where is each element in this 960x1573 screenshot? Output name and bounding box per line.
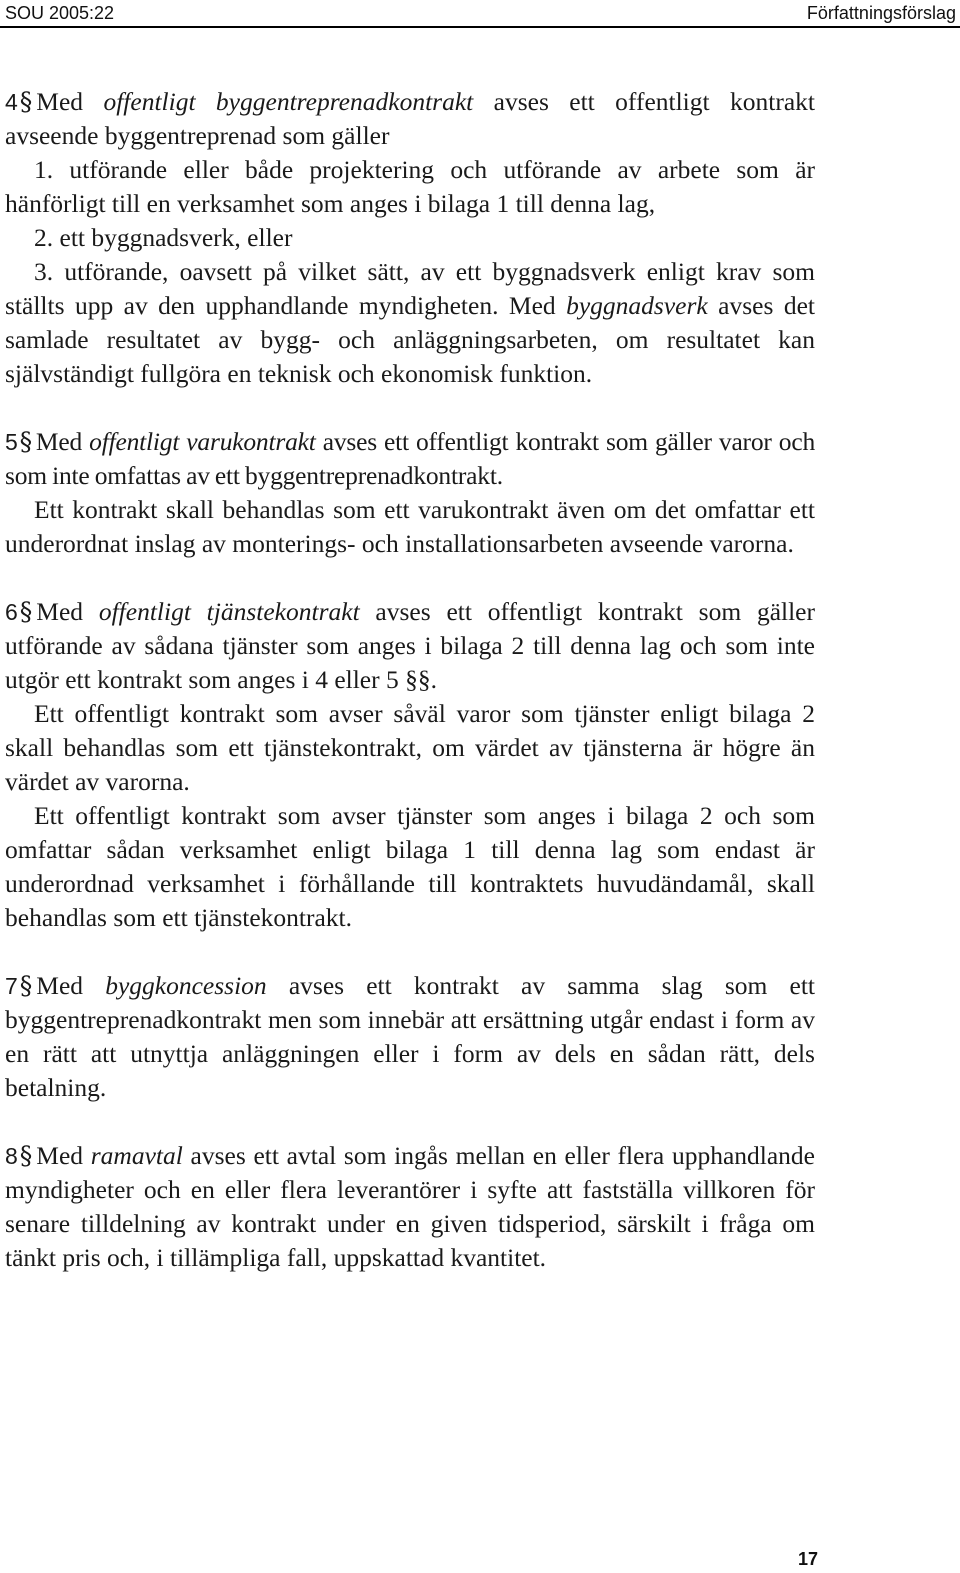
section-5 xyxy=(5,425,815,561)
section-sign: § xyxy=(19,87,33,116)
section-number: 7 xyxy=(5,973,18,999)
section-8 xyxy=(5,1139,815,1275)
section-title: Författningsförslag xyxy=(806,3,956,23)
defined-term: byggnadsverk xyxy=(566,291,708,320)
section-6 xyxy=(5,595,815,935)
section-sign: § xyxy=(19,1141,33,1170)
defined-term: offentligt tjänstekontrakt xyxy=(98,597,360,626)
section-number: 4 xyxy=(5,89,18,115)
section-number: 8 xyxy=(5,1143,18,1169)
section-number: 5 xyxy=(5,429,18,455)
section-4-item-2: 2. ett byggnadsverk, eller xyxy=(34,223,293,252)
document-body xyxy=(5,85,815,1309)
section-4 xyxy=(5,85,815,391)
page-number: 17 xyxy=(797,1549,818,1569)
section-7 xyxy=(5,969,815,1105)
section-7-intro: 7§ Med byggkoncession avses ett kontrakt av samma slag som ett byggentreprenadkontrakt men som innebär att ersättning utgår endast i form av en rätt att utnyttja anläggningen eller i form av dels en sådan rätt, dels betalning. xyxy=(5,971,815,1102)
section-4-item-3: 3. utförande, oavsett på vilket sätt, av ett byggnadsverk enligt krav som ställts upp av den upphandlande myndigheten. Med byggnadsverk avses det samlade resultatet av bygg- och anläggningsarbeten, om resultatet kan självständigt fullgöra en teknisk och ekonomisk funktion. xyxy=(5,257,816,388)
section-8-intro: 8§ Med ramavtal avses ett avtal som ingås mellan en eller flera upphandlande myndigheter och en eller flera leverantörer i syfte att fastställa villkoren för senare tilldelning av kontrakt under en given tidsperiod, särskilt i fråga om tänkt pris och, i tillämpliga fall, uppskattad kvantitet. xyxy=(5,1141,815,1272)
section-6-paragraph-3: Ett offentligt kontrakt som avser tjänster som anges i bilaga 2 och som omfattar sådan verksamhet enligt bilaga 1 till denna lag som endast är underordnad verksamhet i förhållande till kontraktets huvudändamål, skall behandlas som ett tjänstekontrakt. xyxy=(5,801,815,932)
section-sign: § xyxy=(19,971,33,1000)
defined-term: ramavtal xyxy=(90,1141,183,1170)
document-reference: SOU 2005:22 xyxy=(5,3,115,23)
defined-term: byggkoncession xyxy=(105,971,267,1000)
section-6-paragraph-2: Ett offentligt kontrakt som avser såväl varor som tjänster enligt bilaga 2 skall behandlas som ett tjänstekontrakt, om värdet av tjänsterna är högre än värdet av varorna. xyxy=(5,699,815,796)
section-sign: § xyxy=(19,597,33,626)
section-sign-double: §§ xyxy=(405,665,431,694)
section-4-item-1: 1. utförande eller både projektering och utförande av arbete som är hänförligt till en verksamhet som anges i bilaga 1 till denna lag, xyxy=(5,155,815,218)
section-5-paragraph-2: Ett kontrakt skall behandlas som ett varukontrakt även om det omfattar ett underordnat inslag av monterings- och installationsarbeten avseende varorna. xyxy=(5,495,815,558)
section-number: 6 xyxy=(5,599,18,625)
section-6-intro: 6§ Med offentligt tjänstekontrakt avses ett offentligt kontrakt som gäller utförande av sådana tjänster som anges i bilaga 2 till denna lag och som inte utgör ett kontrakt som anges i 4 eller 5 §§. xyxy=(5,597,815,694)
section-5-intro: 5§ Med offentligt varukontrakt avses ett offentligt kontrakt som gäller varor och som inte omfattas av ett byggentreprenadkontrakt. xyxy=(5,427,815,490)
section-4-intro: 4§ Med offentligt byggentreprenadkontrakt avses ett offentligt kontrakt avseende byggentreprenad som gäller xyxy=(5,87,815,150)
defined-term: offentligt varukontrakt xyxy=(89,427,316,456)
defined-term: offentligt byggentreprenadkontrakt xyxy=(103,87,474,116)
section-sign: § xyxy=(19,427,32,456)
page-header xyxy=(0,0,960,28)
